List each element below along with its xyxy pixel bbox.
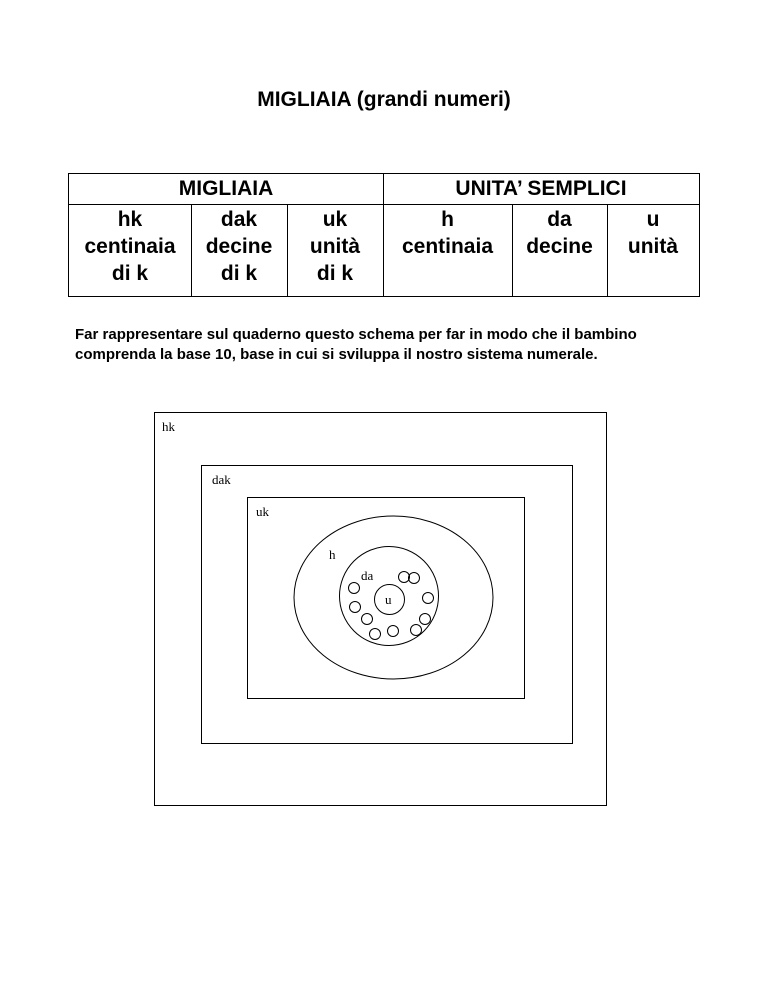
- column-name-uk: unità: [309, 235, 361, 258]
- column-suffix-hk: di k: [111, 262, 149, 285]
- da-label: da: [361, 568, 374, 583]
- column-name-u: unità: [627, 235, 679, 258]
- column-suffix-uk: di k: [316, 262, 354, 285]
- small-unit-circle: [350, 602, 361, 613]
- h-ellipse: [294, 516, 493, 679]
- hk-label: hk: [162, 419, 175, 434]
- column-name-hk: centinaia: [84, 235, 176, 258]
- column-abbr-hk: hk: [117, 208, 143, 231]
- small-unit-circle: [409, 573, 420, 584]
- uk-label: uk: [256, 504, 269, 519]
- column-name-dak: decine: [205, 235, 273, 258]
- column-abbr-dak: dak: [220, 208, 258, 231]
- column-abbr-u: u: [646, 208, 660, 231]
- page-title: MIGLIAIA (grandi numeri): [257, 88, 511, 111]
- column-abbr-uk: uk: [322, 208, 348, 231]
- small-unit-circle: [349, 583, 360, 594]
- small-unit-circle: [362, 614, 373, 625]
- instruction-text: Far rappresentare sul quaderno questo schema per far in modo che il bambino comprenda la base 10, base in cui si sviluppa il nostro sistema numerale.: [75, 326, 637, 363]
- column-name-da: decine: [526, 235, 593, 258]
- u-label: u: [385, 592, 392, 607]
- small-unit-circle: [388, 626, 399, 637]
- small-unit-circle: [420, 614, 431, 625]
- small-unit-circle: [370, 629, 381, 640]
- h-label: h: [329, 547, 336, 562]
- column-abbr-da: da: [547, 208, 572, 231]
- small-unit-circle: [399, 572, 410, 583]
- column-name-h: centinaia: [401, 235, 494, 258]
- column-abbr-h: h: [441, 208, 454, 231]
- small-unit-circle: [423, 593, 434, 604]
- group-header-migliaia: MIGLIAIA: [178, 177, 274, 200]
- dak-label: dak: [212, 472, 231, 487]
- small-unit-circle: [411, 625, 422, 636]
- group-header-unita-semplici: UNITA’ SEMPLICI: [455, 177, 627, 200]
- column-suffix-dak: di k: [220, 262, 258, 285]
